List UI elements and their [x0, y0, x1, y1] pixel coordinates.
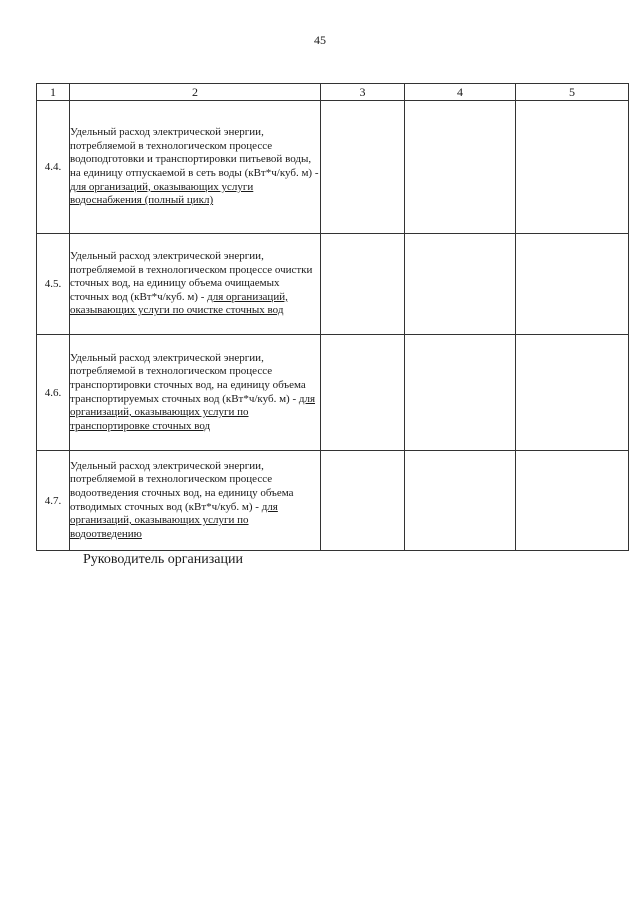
description-text: Удельный расход электрической энергии, потребляемой в технологическом процессе водоотведения сточных вод, на единицу объема отводимых сточных вод (кВт*ч/куб. м) -	[70, 459, 294, 513]
table-row	[37, 451, 629, 551]
signature-label: Руководитель организации	[83, 552, 243, 567]
description-underlined-text: для организаций, оказывающих услуги по очистке сточных вод	[70, 290, 288, 317]
table-cell-col5	[516, 451, 629, 551]
description-text: Удельный расход электрической энергии, потребляемой в технологическом процессе очистки сточных вод, на единицу объема очищаемых сточных вод (кВт*ч/куб. м) -	[70, 250, 313, 303]
table-row	[37, 101, 629, 234]
table-cell-col3	[321, 335, 405, 451]
description-underlined-text: для организаций, оказывающих услуги водоснабжения (полный цикл)	[70, 180, 254, 207]
indicator-table	[36, 83, 629, 551]
column-header-5: 5	[516, 84, 629, 101]
row-number: 4.6.	[37, 335, 70, 451]
row-number: 4.4.	[37, 101, 70, 234]
table-cell-col4	[405, 451, 516, 551]
row-description	[70, 335, 321, 451]
table-cell-col4	[405, 335, 516, 451]
table-cell-col5	[516, 234, 629, 335]
column-header-3: 3	[321, 84, 405, 101]
column-header-2: 2	[70, 84, 321, 101]
table-cell-col3	[321, 234, 405, 335]
table-row	[37, 335, 629, 451]
row-description	[70, 451, 321, 551]
column-header-1: 1	[37, 84, 70, 101]
row-description	[70, 234, 321, 335]
row-number: 4.5.	[37, 234, 70, 335]
description-text: Удельный расход электрической энергии, потребляемой в технологическом процессе транспортировки сточных вод, на единицу объема транспортируемых сточных вод (кВт*ч/куб. м) -	[70, 351, 306, 405]
table-cell-col4	[405, 101, 516, 234]
description-underlined-text: для организаций, оказывающих услуги по транспортировке сточных вод	[70, 392, 316, 432]
table-cell-col5	[516, 101, 629, 234]
table-cell-col3	[321, 101, 405, 234]
table-cell-col4	[405, 234, 516, 335]
row-description	[70, 101, 321, 234]
table-row	[37, 234, 629, 335]
page-number: 45	[314, 33, 326, 47]
table-cell-col5	[516, 335, 629, 451]
table-cell-col3	[321, 451, 405, 551]
row-number: 4.7.	[37, 451, 70, 551]
table-header-row	[37, 84, 629, 101]
description-underlined-text: для организаций, оказывающих услуги по водоотведению	[70, 500, 278, 540]
description-text: Удельный расход электрической энергии, потребляемой в технологическом процессе водоподготовки и транспортировки питьевой воды, на единицу отпускаемой в сеть воды (кВт*ч/куб. м) -	[70, 126, 319, 179]
column-header-4: 4	[405, 84, 516, 101]
